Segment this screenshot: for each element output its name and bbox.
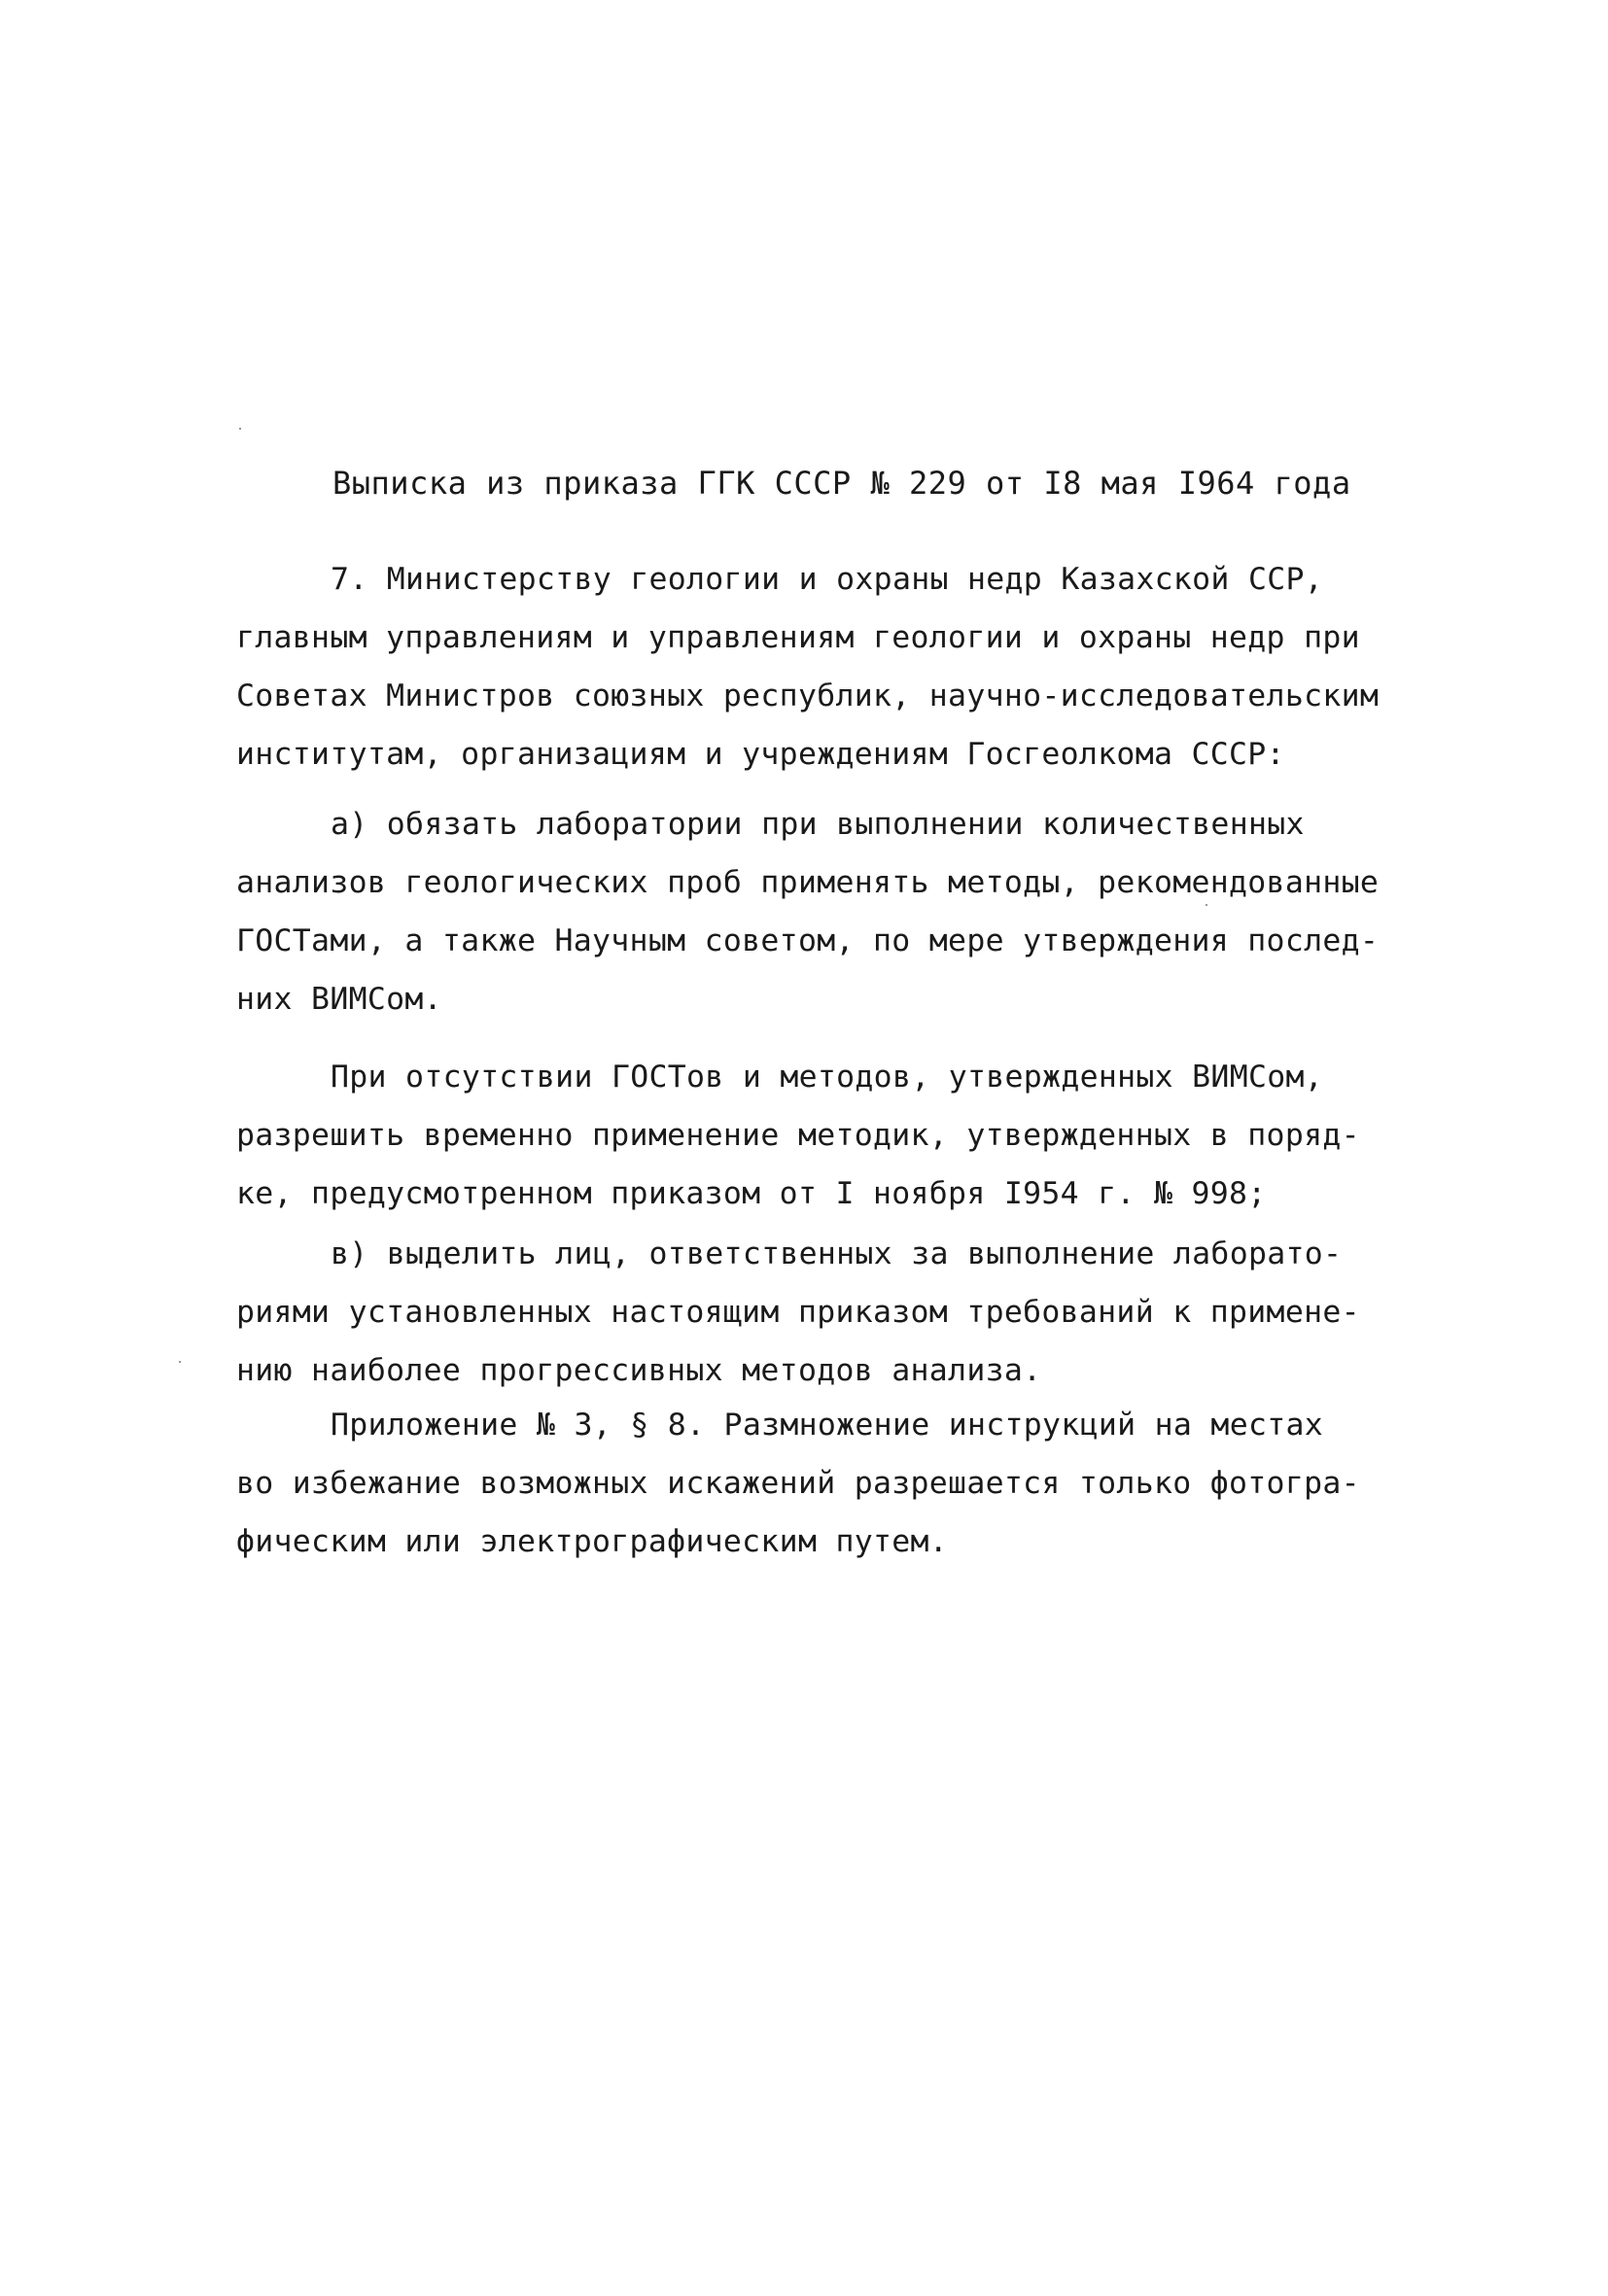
item-v-line-1: в) выделить лиц, ответственных за выполнение лаборато-	[331, 1236, 1343, 1271]
scan-speck	[179, 1361, 181, 1363]
scan-speck	[239, 428, 241, 430]
item-a-line-4: них ВИМСом.	[236, 982, 442, 1017]
item-a-line-1: а) обязать лаборатории при выполнении количественных	[331, 807, 1305, 842]
absence-clause-line-2: разрешить временно применение методик, утвержденных в поряд-	[236, 1118, 1360, 1153]
appendix-line-2: во избежание возможных искажений разрешается только фотогра-	[236, 1466, 1360, 1501]
item-a-line-3: ГОСТами, а также Научным советом, по мере утверждения послед-	[236, 923, 1380, 958]
scan-speck	[1206, 904, 1207, 906]
absence-clause-line-3: ке, предусмотренном приказом от I ноября I954 г. № 998;	[236, 1176, 1267, 1211]
item-v-line-2: риями установленных настоящим приказом требований к примене-	[236, 1295, 1360, 1330]
document-title: Выписка из приказа ГГК СССР № 229 от I8 мая I964 года	[332, 465, 1351, 502]
absence-clause-line-1: При отсутствии ГОСТов и методов, утвержденных ВИМСом,	[331, 1060, 1324, 1095]
paragraph-7-line-1: 7. Министерству геологии и охраны недр Казахской ССР,	[331, 562, 1324, 597]
appendix-line-3: фическим или электрографическим путем.	[236, 1524, 949, 1559]
appendix-line-1: Приложение № 3, § 8. Размножение инструкций на местах	[331, 1408, 1324, 1443]
item-v-line-3: нию наиболее прогрессивных методов анализа.	[236, 1353, 1042, 1388]
paragraph-7-line-2: главным управлениям и управлениям геологии и охраны недр при	[236, 620, 1360, 655]
paragraph-7-line-4: институтам, организациям и учреждениям Госгеолкома СССР:	[236, 737, 1285, 772]
paragraph-7-line-3: Советах Министров союзных республик, научно-исследовательским	[236, 678, 1380, 713]
item-a-line-2: анализов геологических проб применять методы, рекомендованные	[236, 865, 1380, 900]
